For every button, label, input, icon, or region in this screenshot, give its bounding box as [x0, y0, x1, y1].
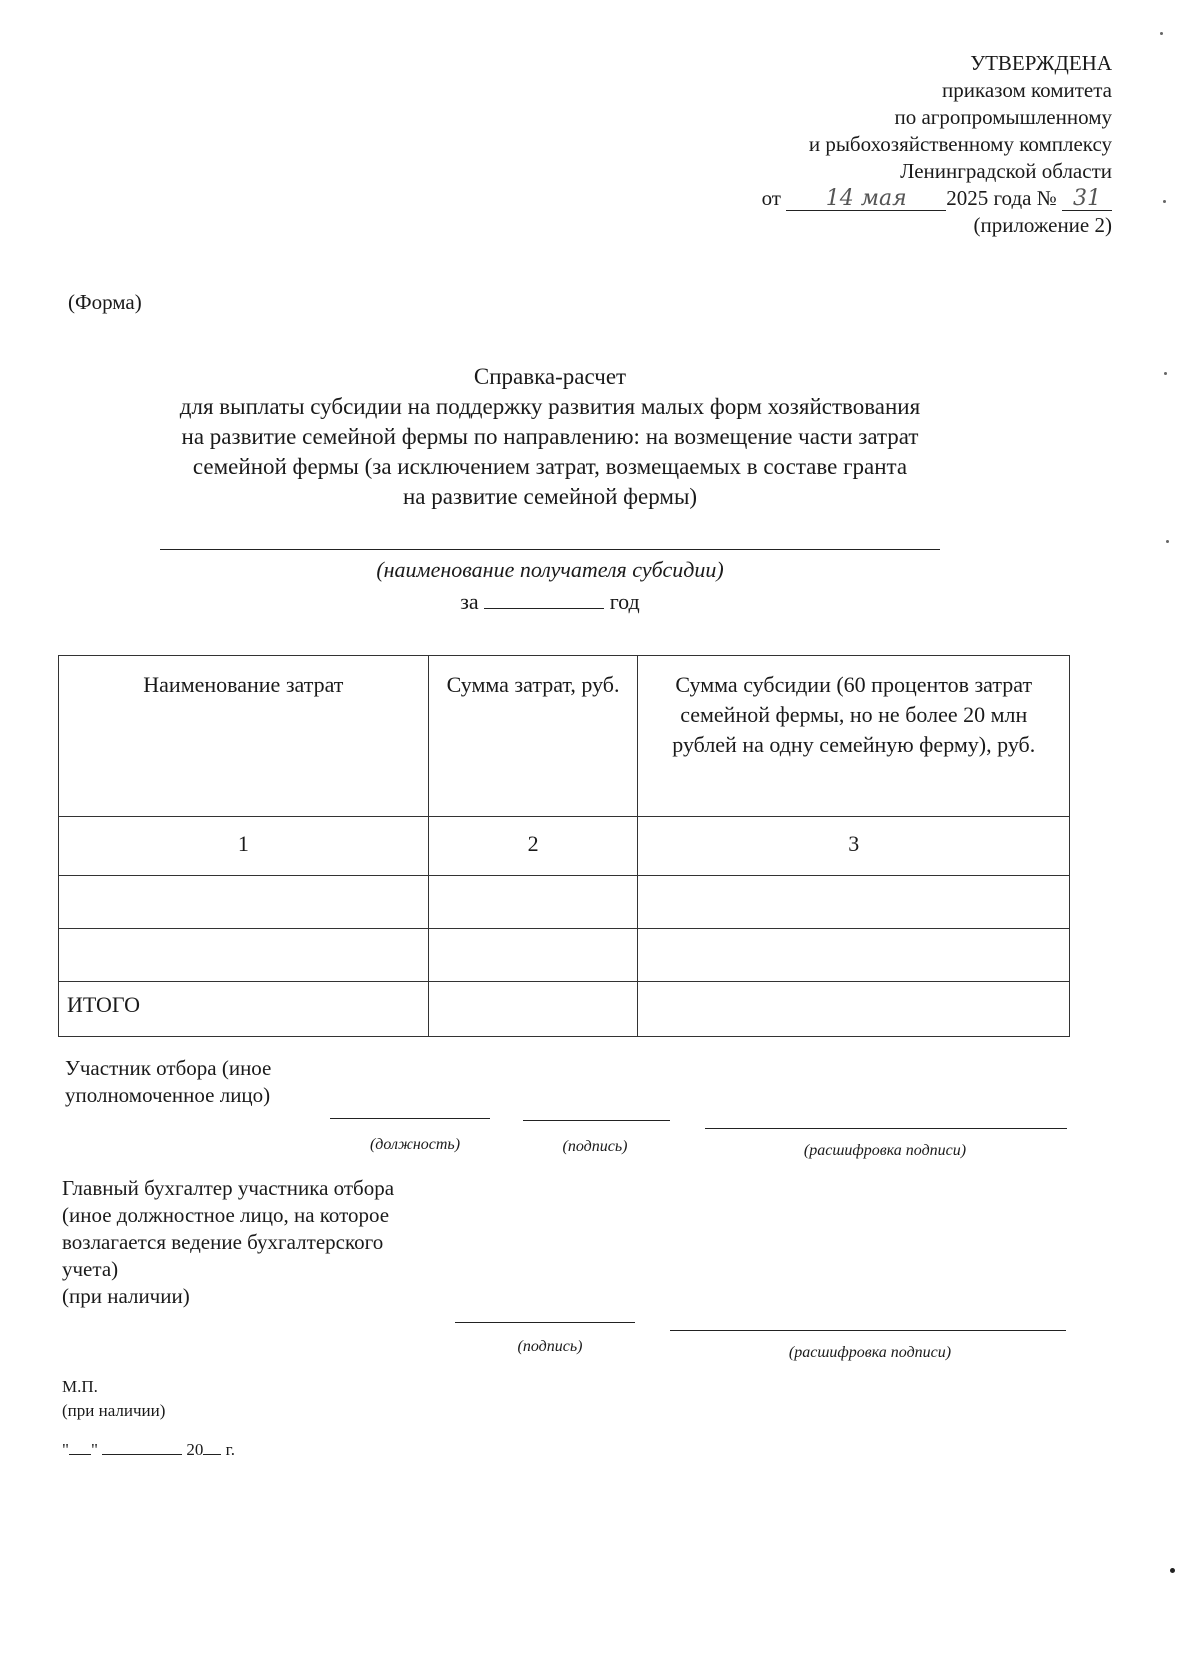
table-number-row [59, 817, 1070, 876]
scan-speck [1160, 32, 1163, 35]
year-suffix-field[interactable] [203, 1440, 221, 1455]
approval-title: УТВЕРЖДЕНА [970, 51, 1112, 75]
scan-speck [1163, 200, 1166, 203]
table-cell[interactable] [638, 876, 1070, 929]
table-cell[interactable] [59, 929, 429, 982]
column-number-1: 1 [59, 817, 429, 876]
year-text: 2025 года № [946, 186, 1057, 210]
signature-decoding-field[interactable] [705, 1128, 1067, 1129]
accountant-signature-caption: (подпись) [517, 1338, 583, 1355]
title-line-2: на развитие семейной фермы по направлению: на возмещение части затрат [181, 424, 919, 449]
approval-region: Ленинградской области [900, 159, 1112, 183]
title-line-3: семейной фермы (за исключением затрат, возмещаемых в составе гранта [192, 454, 908, 479]
column-number-2: 2 [428, 817, 638, 876]
recipient-name-field[interactable] [160, 549, 940, 550]
signing-date: " " 20 г. [62, 1440, 235, 1459]
position-caption: (должность) [369, 1136, 461, 1153]
approval-complex: и рыбохозяйственному комплексу [808, 132, 1112, 156]
accountant-signature-field[interactable] [455, 1322, 635, 1323]
header-cost-name: Наименование затрат [59, 656, 429, 817]
header-subsidy-sum: Сумма субсидии (60 процентов затрат семейной фермы, но не более 20 млн рублей на одну семейную ферму), руб. [638, 656, 1070, 817]
position-field[interactable] [330, 1118, 490, 1119]
calculation-table [58, 655, 1070, 1037]
table-cell[interactable] [428, 876, 638, 929]
participant-label: Участник отбора (иное уполномоченное лицо) [65, 1056, 272, 1107]
appendix-label: (приложение 2) [973, 213, 1112, 237]
total-label: ИТОГО [59, 982, 429, 1037]
table-cell[interactable] [638, 929, 1070, 982]
title-line-1: для выплаты субсидии на поддержку развития малых форм хозяйствования [179, 394, 921, 419]
scan-speck [1170, 1568, 1175, 1573]
approval-committee: по агропромышленному [894, 105, 1112, 129]
day-field[interactable] [69, 1440, 91, 1455]
table-header-row [59, 656, 1070, 817]
total-subsidy-cell[interactable] [638, 982, 1070, 1037]
handwritten-number: 31 [1062, 187, 1112, 211]
table-cell[interactable] [59, 876, 429, 929]
title-line-4: на развитие семейной фермы) [402, 484, 698, 509]
table-row [59, 876, 1070, 929]
period-suffix: год [609, 589, 640, 614]
month-field[interactable] [102, 1440, 182, 1455]
recipient-caption: (наименование получателя субсидии) [376, 557, 724, 582]
header-cost-sum: Сумма затрат, руб. [428, 656, 638, 817]
handwritten-date: 14 мая [786, 187, 946, 211]
table-total-row [59, 982, 1070, 1037]
scan-speck [1164, 372, 1167, 375]
accountant-decoding-caption: (расшифровка подписи) [788, 1344, 952, 1361]
signature-field[interactable] [523, 1120, 670, 1121]
decoding-caption: (расшифровка подписи) [803, 1142, 967, 1159]
form-label: (Форма) [68, 290, 142, 314]
period-prefix: за [460, 589, 479, 614]
total-cost-cell[interactable] [428, 982, 638, 1037]
document-title [90, 362, 1010, 512]
table-cell[interactable] [428, 929, 638, 982]
stamp-placeholder: М.П. (при наличии) [62, 1377, 166, 1420]
approval-date-line [552, 185, 1112, 212]
signature-caption: (подпись) [562, 1138, 628, 1155]
scan-speck [1166, 540, 1169, 543]
approval-order: приказом комитета [941, 78, 1112, 102]
accountant-decoding-field[interactable] [670, 1330, 1066, 1331]
year-field[interactable] [484, 588, 604, 609]
table-row [59, 929, 1070, 982]
period-line [160, 588, 940, 615]
approval-block [552, 50, 1112, 239]
accountant-label: Главный бухгалтер участника отбора (иное должностное лицо, на которое возлагается ведение бухгалтерского учета) (при наличии) [62, 1176, 395, 1308]
column-number-3: 3 [638, 817, 1070, 876]
title-heading: Справка-расчет [473, 364, 627, 389]
from-prefix: от [761, 186, 781, 210]
